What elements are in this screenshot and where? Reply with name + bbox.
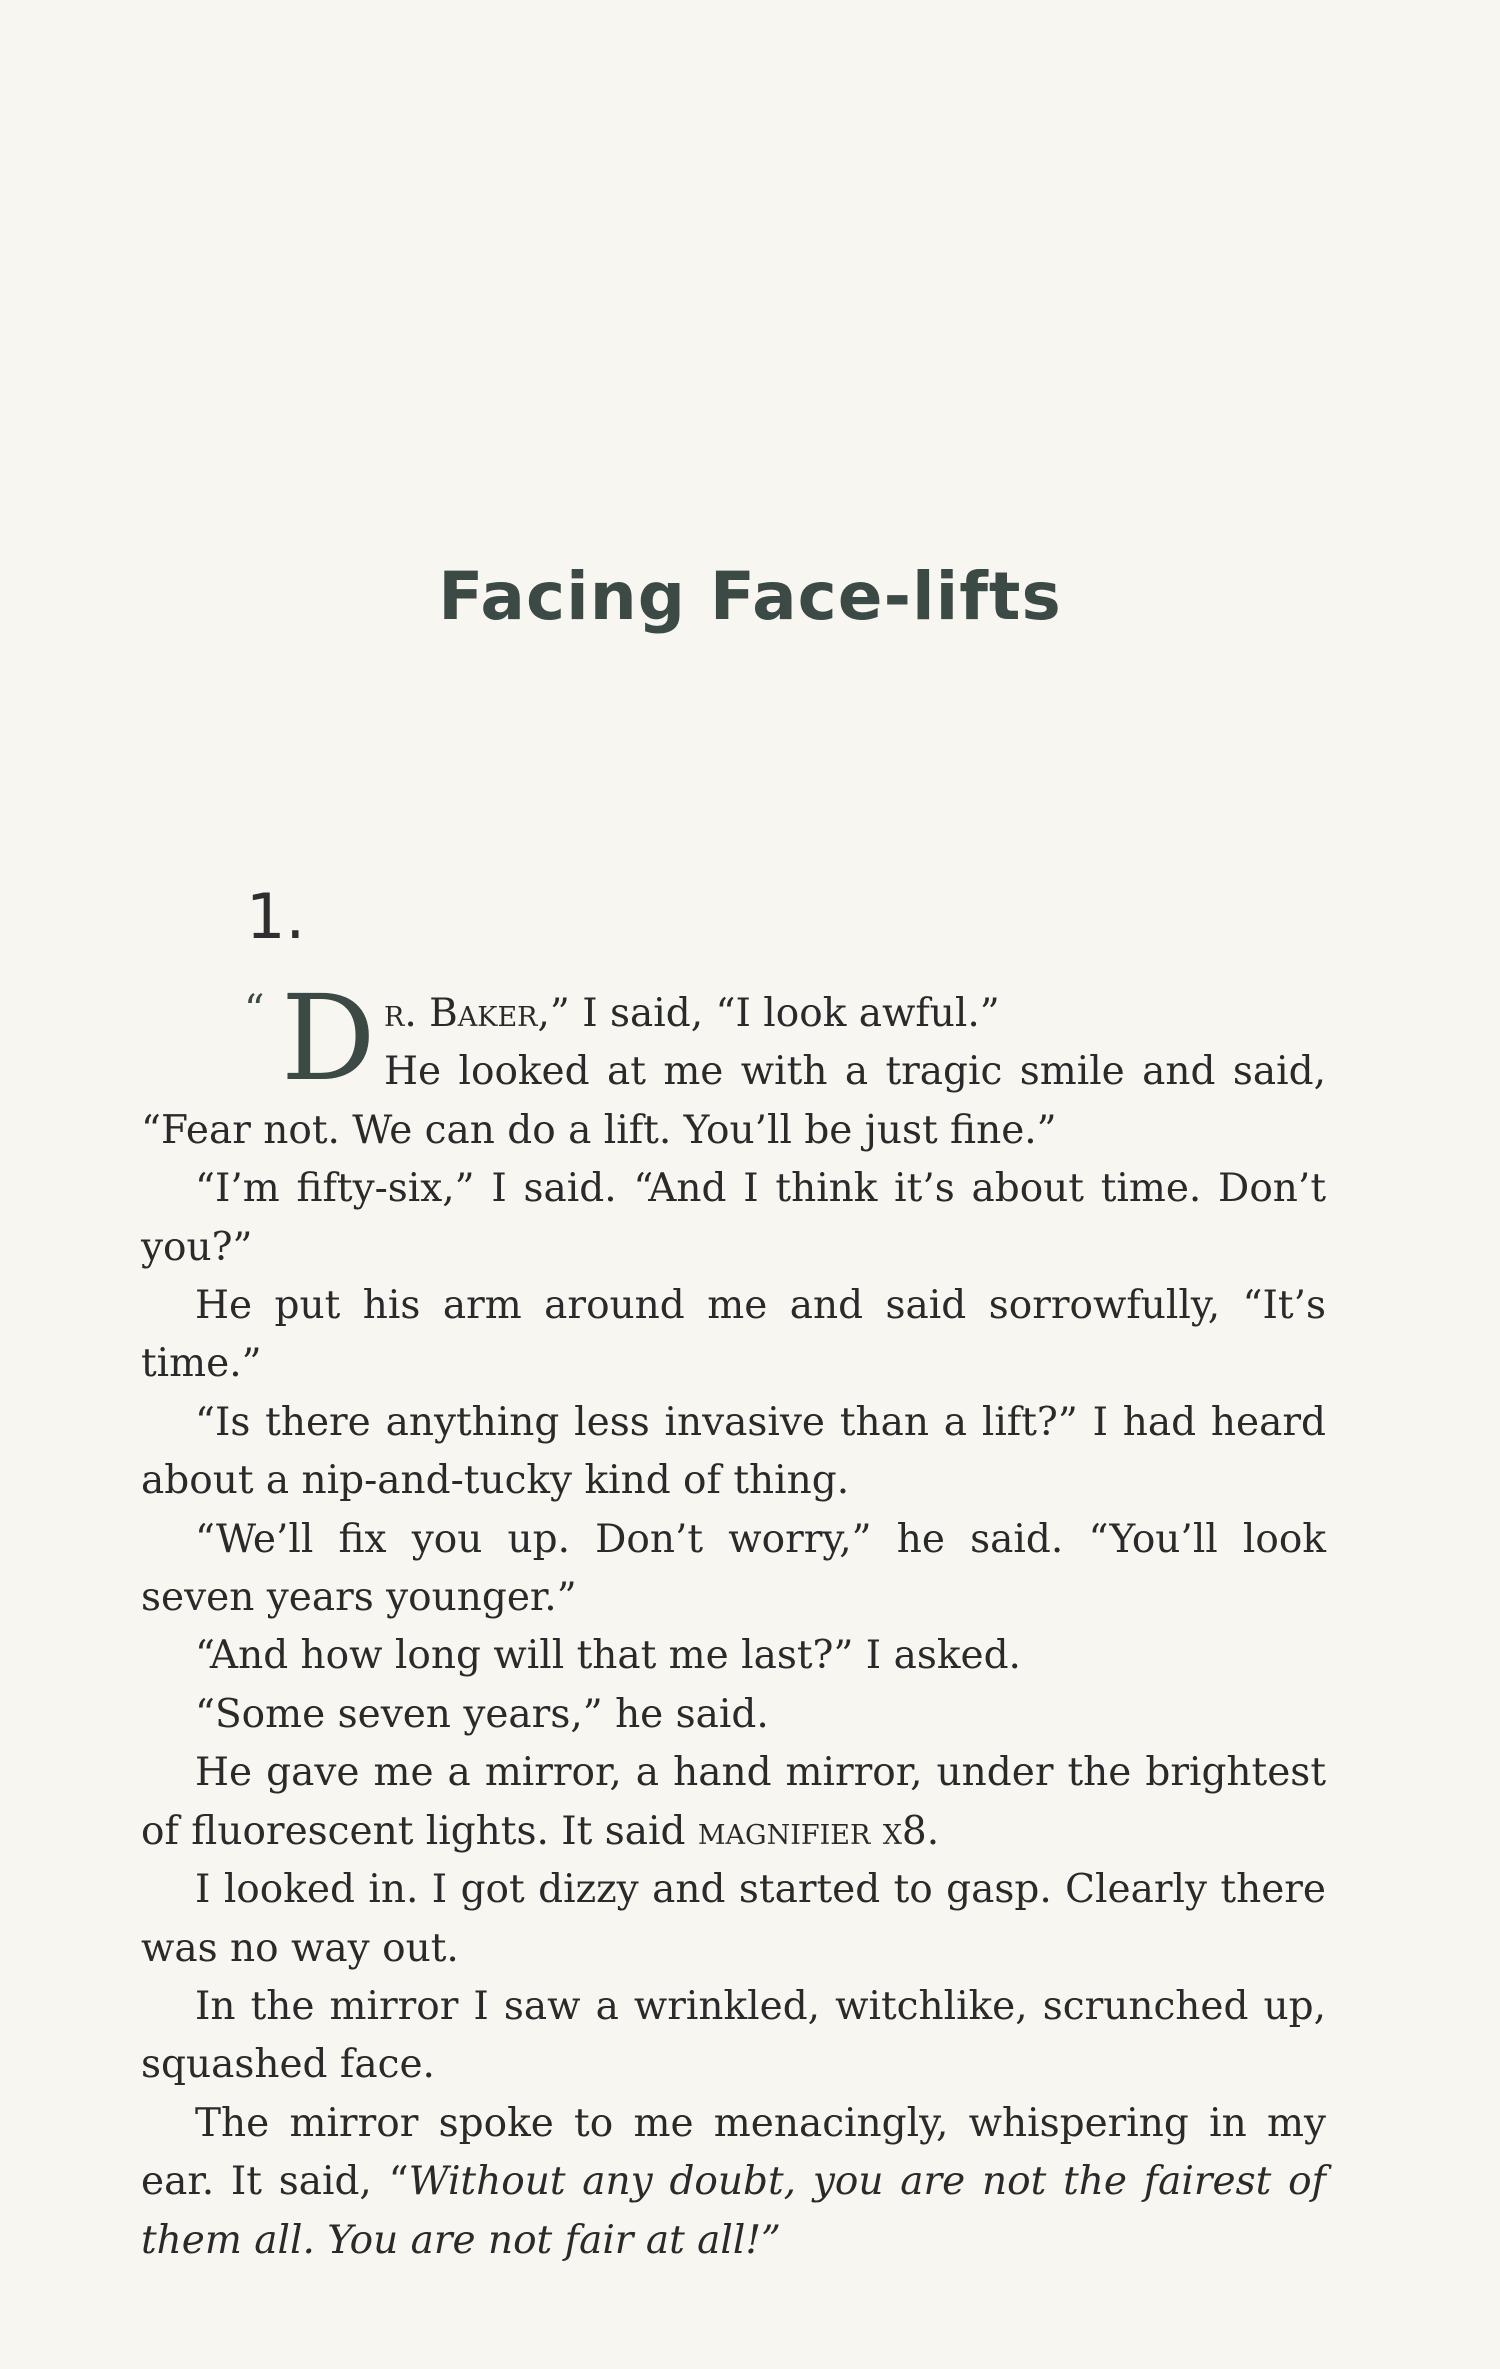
magnifier-label: magnifier x8: [697, 1808, 927, 1854]
paragraph: He looked at me with a tragic smile and said, “Fear not. We can do a lift. You’ll be just fine.”: [141, 1049, 1326, 1153]
body-text: [141, 969, 1326, 2270]
lead-in-name: Baker: [429, 991, 538, 1036]
paragraph: “And how long will that me last?” I asked.: [195, 1633, 1021, 1679]
paragraph: In the mirror I saw a wrinkled, witchlike, scrunched up, squashed face.: [141, 1983, 1326, 2088]
lead-in-rest: ,” I said, “I look awful.”: [537, 991, 1000, 1036]
drop-cap-letter: D: [281, 969, 376, 1107]
final-paragraph: [141, 2095, 1326, 2270]
section-number: 1.: [246, 880, 306, 953]
drop-cap: [141, 969, 384, 1107]
mirror-speech: Without any doubt, you are not the fairest of them all. You are not fair at all!: [141, 2159, 1326, 2263]
final-text: The mirror spoke to me menacingly, whispering in my ear. It said, “: [141, 2100, 1326, 2205]
paragraph: He put his arm around me and said sorrowfully, “It’s time.”: [141, 1283, 1326, 1387]
paragraph: “Is there anything less invasive than a lift?” I had heard about a nip-and-tucky kind of thing.: [141, 1399, 1326, 1504]
lead-in-small: r.: [384, 991, 430, 1036]
mirror-paragraph: [141, 1744, 1326, 1861]
paragraph: I looked in. I got dizzy and started to gasp. Clearly there was no way out.: [141, 1867, 1326, 1971]
drop-cap-quote: “: [244, 987, 265, 1033]
final-end: ”: [761, 2217, 781, 2263]
paragraph: “I’m fifty-six,” I said. “And I think it’s about time. Don’t you?”: [141, 1166, 1326, 1270]
mirror-end: .: [926, 1808, 940, 1854]
paragraph: “Some seven years,” he said.: [195, 1691, 769, 1737]
paragraph: “We’ll fix you up. Don’t worry,” he said. “You’ll look seven years younger.”: [141, 1516, 1326, 1621]
mirror-text: He gave me a mirror, a hand mirror, under the brightest of fluorescent lights. It said: [141, 1750, 1326, 1854]
chapter-title: Facing Face-lifts: [438, 558, 1062, 635]
